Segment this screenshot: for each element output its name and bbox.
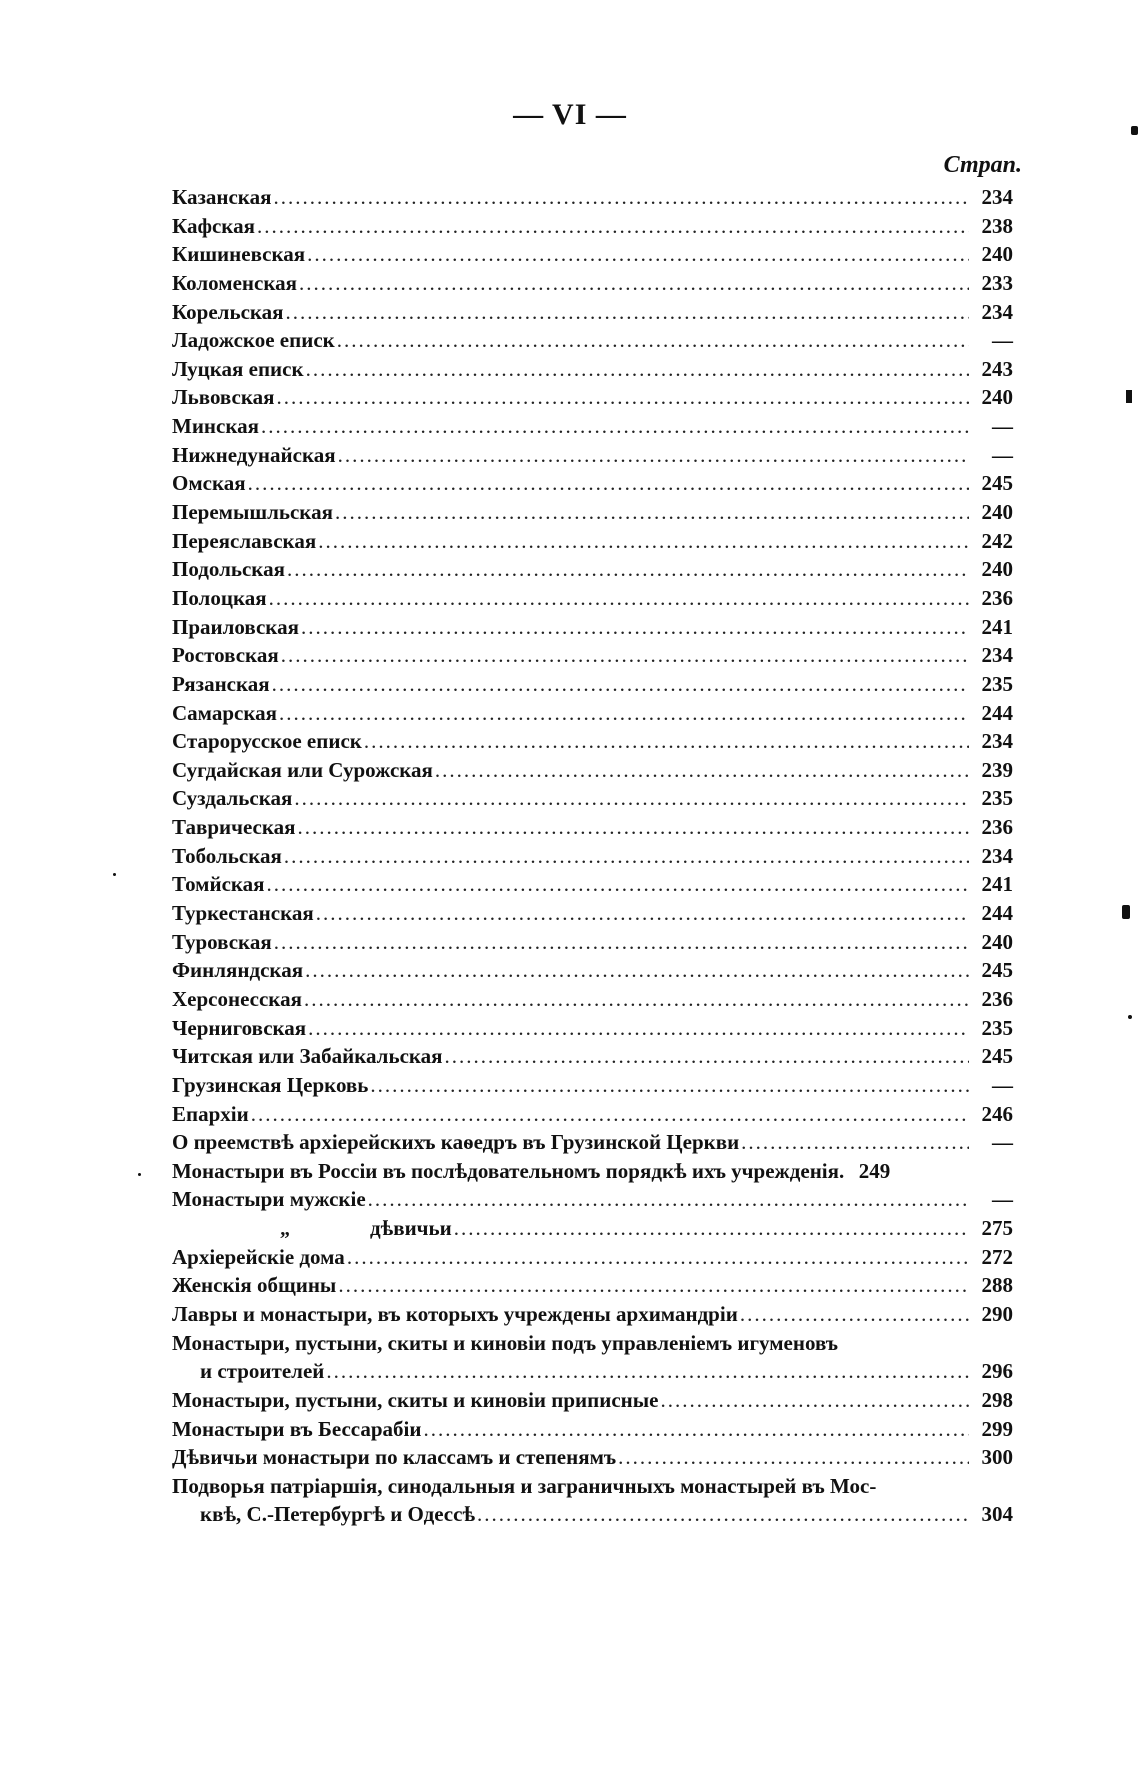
entry-label: Епархіи xyxy=(172,1101,249,1126)
table-of-contents xyxy=(172,183,1013,1529)
entry-page: 244 xyxy=(981,700,1013,725)
entry-page: 245 xyxy=(981,471,1013,496)
entry-page: 300 xyxy=(981,1445,1013,1470)
entry-label: Архіерейскіе дома xyxy=(172,1244,345,1269)
entry-label: Минская xyxy=(172,414,259,439)
entry-page: — xyxy=(992,414,1013,439)
entry-label: Таврическая xyxy=(172,815,296,840)
entry-label: Коломенская xyxy=(172,270,297,295)
toc-entry xyxy=(172,441,1013,470)
entry-page: 242 xyxy=(981,528,1013,553)
entry-label xyxy=(172,1214,452,1244)
toc-entry xyxy=(172,1128,1013,1157)
dot-leader xyxy=(273,183,969,212)
dot-leader xyxy=(740,1300,969,1329)
entry-page: 235 xyxy=(981,1015,1013,1040)
toc-entry xyxy=(172,1100,1013,1129)
entry-label: Финляндская xyxy=(172,958,304,983)
entry-page: 233 xyxy=(981,270,1013,295)
toc-entry xyxy=(172,1042,1013,1071)
entry-page: 240 xyxy=(981,557,1013,582)
toc-entry xyxy=(172,1443,1013,1472)
entry-page: 272 xyxy=(981,1244,1013,1269)
toc-entry xyxy=(172,956,1013,985)
page-number: — VI — xyxy=(513,98,627,131)
toc-entry xyxy=(172,1300,1013,1329)
ditto-mark: „ xyxy=(280,1218,290,1241)
entry-page: 249 xyxy=(858,1158,891,1183)
entry-page: 299 xyxy=(981,1416,1013,1441)
entry-page: 236 xyxy=(981,986,1013,1011)
entry-label: Читская или Забайкальская xyxy=(172,1044,443,1069)
dot-leader xyxy=(454,1214,969,1243)
entry-label: Подольская xyxy=(172,557,285,582)
entry-label: Перемышльская xyxy=(172,500,333,525)
dot-leader xyxy=(318,527,969,556)
dot-leader xyxy=(274,928,969,957)
toc-entry xyxy=(172,1386,1013,1415)
dot-leader xyxy=(338,441,969,470)
entry-label: Кишиневская xyxy=(172,242,306,267)
toc-entry xyxy=(172,298,1013,327)
margin-mark xyxy=(138,1173,141,1176)
dot-leader xyxy=(477,1500,969,1529)
dot-leader xyxy=(301,613,969,642)
toc-entry xyxy=(172,928,1013,957)
dot-leader xyxy=(261,412,969,441)
toc-entry xyxy=(172,1415,1013,1444)
entry-page: 240 xyxy=(981,929,1013,954)
page-column-header: Страп. xyxy=(943,152,1022,178)
entry-page: 241 xyxy=(981,872,1013,897)
dot-leader xyxy=(741,1128,969,1157)
dot-leader xyxy=(364,727,969,756)
margin-mark xyxy=(113,873,116,876)
toc-entry xyxy=(172,899,1013,928)
entry-page: 245 xyxy=(981,958,1013,983)
entry-page: 235 xyxy=(981,786,1013,811)
margin-mark xyxy=(1126,390,1132,403)
entry-page: 298 xyxy=(981,1387,1013,1412)
toc-entry xyxy=(172,1157,1013,1186)
toc-entry xyxy=(172,1472,1013,1501)
entry-label: Львовская xyxy=(172,385,275,410)
toc-entry xyxy=(172,527,1013,556)
toc-entry xyxy=(172,1214,1013,1243)
entry-label: Луцкая еписк xyxy=(172,356,304,381)
dot-leader xyxy=(287,555,969,584)
entry-label: Рязанская xyxy=(172,671,270,696)
dot-leader xyxy=(424,1415,970,1444)
dot-leader xyxy=(335,498,969,527)
toc-entry xyxy=(172,383,1013,412)
dot-leader xyxy=(308,1014,969,1043)
entry-page: 235 xyxy=(981,671,1013,696)
entry-page: 234 xyxy=(981,299,1013,324)
toc-entry xyxy=(172,641,1013,670)
toc-entry xyxy=(172,326,1013,355)
dot-leader xyxy=(299,269,969,298)
dot-leader xyxy=(269,584,969,613)
toc-entry xyxy=(172,1071,1013,1100)
dot-leader xyxy=(304,985,969,1014)
entry-page: 288 xyxy=(981,1273,1013,1298)
toc-entry xyxy=(172,1329,1013,1358)
entry-page: 234 xyxy=(981,729,1013,754)
toc-entry xyxy=(172,1014,1013,1043)
dot-leader xyxy=(347,1243,969,1272)
dot-leader xyxy=(267,870,969,899)
entry-page: 304 xyxy=(981,1502,1013,1527)
toc-entry xyxy=(172,355,1013,384)
toc-entry xyxy=(172,555,1013,584)
entry-label: Омская xyxy=(172,471,246,496)
dot-leader xyxy=(661,1386,970,1415)
entry-page: 236 xyxy=(981,585,1013,610)
entry-label: Монастыри мужскіе xyxy=(172,1187,366,1212)
entry-page: — xyxy=(992,1072,1013,1097)
dot-leader xyxy=(326,1357,969,1386)
entry-label: Монастыри, пустыни, скиты и киновіи приписные xyxy=(172,1387,659,1412)
dot-leader xyxy=(281,641,969,670)
toc-entry xyxy=(172,870,1013,899)
entry-label: квѣ, С.-Петербургѣ и Одессѣ xyxy=(200,1502,476,1527)
entry-label: Праиловская xyxy=(172,614,299,639)
entry-label: Старорусское еписк xyxy=(172,729,362,754)
toc-entry xyxy=(172,412,1013,441)
entry-label: Казанская xyxy=(172,185,272,209)
entry-label: Сугдайская или Сурожская xyxy=(172,757,433,782)
toc-entry xyxy=(172,842,1013,871)
dot-leader xyxy=(257,212,969,241)
entry-label: Нижнедунайская xyxy=(172,442,336,467)
toc-entry xyxy=(172,985,1013,1014)
toc-entry xyxy=(172,240,1013,269)
margin-mark xyxy=(1128,1015,1132,1019)
entry-page: 241 xyxy=(981,614,1013,639)
entry-page: 238 xyxy=(981,213,1013,238)
entry-label: Грузинская Церковь xyxy=(172,1072,369,1097)
entry-page: 234 xyxy=(981,185,1013,209)
entry-page: — xyxy=(992,1187,1013,1212)
dot-leader xyxy=(286,298,969,327)
toc-entry xyxy=(172,756,1013,785)
toc-entry xyxy=(172,469,1013,498)
toc-entry xyxy=(172,1357,1013,1386)
entry-page: 234 xyxy=(981,843,1013,868)
entry-label-continuation: дѣвичьи xyxy=(370,1216,452,1241)
entry-label: Переяславская xyxy=(172,528,317,553)
dot-leader xyxy=(251,1100,969,1129)
dot-leader xyxy=(445,1042,969,1071)
entry-label: О преемствѣ архіерейскихъ каѳедръ въ Грузинской Церкви xyxy=(172,1130,740,1155)
dot-leader xyxy=(370,1071,969,1100)
entry-label: Туркестанская xyxy=(172,901,314,926)
dot-leader xyxy=(337,326,969,355)
entry-label: Томйская xyxy=(172,872,265,897)
entry-label: Суздальская xyxy=(172,786,293,811)
margin-mark xyxy=(1131,126,1138,135)
toc-entry xyxy=(172,613,1013,642)
entry-page: 246 xyxy=(981,1101,1013,1126)
entry-page: 236 xyxy=(981,815,1013,840)
entry-label: и строителей xyxy=(200,1359,325,1384)
dot-leader xyxy=(248,469,969,498)
dot-leader xyxy=(435,756,969,785)
toc-entry xyxy=(172,1185,1013,1214)
toc-entry xyxy=(172,498,1013,527)
entry-page: 275 xyxy=(981,1216,1013,1241)
entry-page: 243 xyxy=(981,356,1013,381)
margin-mark xyxy=(1122,905,1130,919)
toc-entry xyxy=(172,1500,1013,1529)
dot-leader xyxy=(338,1271,969,1300)
entry-page: — xyxy=(992,1130,1013,1155)
entry-page: 239 xyxy=(981,757,1013,782)
dot-leader xyxy=(298,813,970,842)
toc-entry xyxy=(172,699,1013,728)
dot-leader xyxy=(368,1185,969,1214)
entry-label: Ладожское еписк xyxy=(172,328,335,353)
entry-page: 296 xyxy=(981,1359,1013,1384)
entry-page: 245 xyxy=(981,1044,1013,1069)
toc-entry xyxy=(172,1271,1013,1300)
dot-leader xyxy=(279,699,969,728)
dot-leader xyxy=(316,899,969,928)
entry-page: 244 xyxy=(981,901,1013,926)
entry-label: Монастыри, пустыни, скиты и киновіи подъ управленіемъ игуменовъ xyxy=(172,1330,839,1355)
entry-page: — xyxy=(992,442,1013,467)
toc-entry xyxy=(172,813,1013,842)
entry-label: Херсонесская xyxy=(172,986,302,1011)
entry-page: 234 xyxy=(981,643,1013,668)
dot-leader xyxy=(294,784,969,813)
entry-label: Женскія общины xyxy=(172,1273,337,1298)
toc-entry xyxy=(172,183,1013,212)
entry-label: Корельская xyxy=(172,299,284,324)
dot-leader xyxy=(277,383,970,412)
entry-label: Черниговская xyxy=(172,1015,307,1040)
dot-leader xyxy=(305,956,969,985)
entry-page: 290 xyxy=(981,1301,1013,1326)
entry-label: Туровская xyxy=(172,929,272,954)
entry-page: 240 xyxy=(981,385,1013,410)
entry-label: Дѣвичьи монастыри по классамъ и степенямъ xyxy=(172,1445,617,1470)
toc-entry xyxy=(172,727,1013,756)
toc-entry xyxy=(172,1243,1013,1272)
dot-leader xyxy=(272,670,969,699)
dot-leader xyxy=(307,240,969,269)
entry-label: Монастыри въ Россіи въ послѣдовательномъ порядкѣ ихъ учрежденія. xyxy=(172,1158,845,1183)
dot-leader xyxy=(284,842,969,871)
entry-label: Лавры и монастыри, въ которыхъ учреждены архимандріи xyxy=(172,1301,738,1326)
dot-leader xyxy=(618,1443,969,1472)
entry-label: Тобольская xyxy=(172,843,282,868)
entry-label: Ростовская xyxy=(172,643,279,668)
dot-leader xyxy=(306,355,969,384)
entry-page: 240 xyxy=(981,500,1013,525)
toc-entry xyxy=(172,784,1013,813)
entry-label: Полоцкая xyxy=(172,585,267,610)
toc-entry xyxy=(172,670,1013,699)
toc-entry xyxy=(172,269,1013,298)
entry-page: 240 xyxy=(981,242,1013,267)
toc-entry xyxy=(172,584,1013,613)
toc-entry xyxy=(172,212,1013,241)
entry-label: Подворья патріаршія, синодальныя и заграничныхъ монастырей въ Мос- xyxy=(172,1473,877,1498)
entry-label: Самарская xyxy=(172,700,277,725)
entry-label: Кафская xyxy=(172,213,255,238)
entry-page: — xyxy=(992,328,1013,353)
entry-label: Монастыри въ Бессарабіи xyxy=(172,1416,422,1441)
